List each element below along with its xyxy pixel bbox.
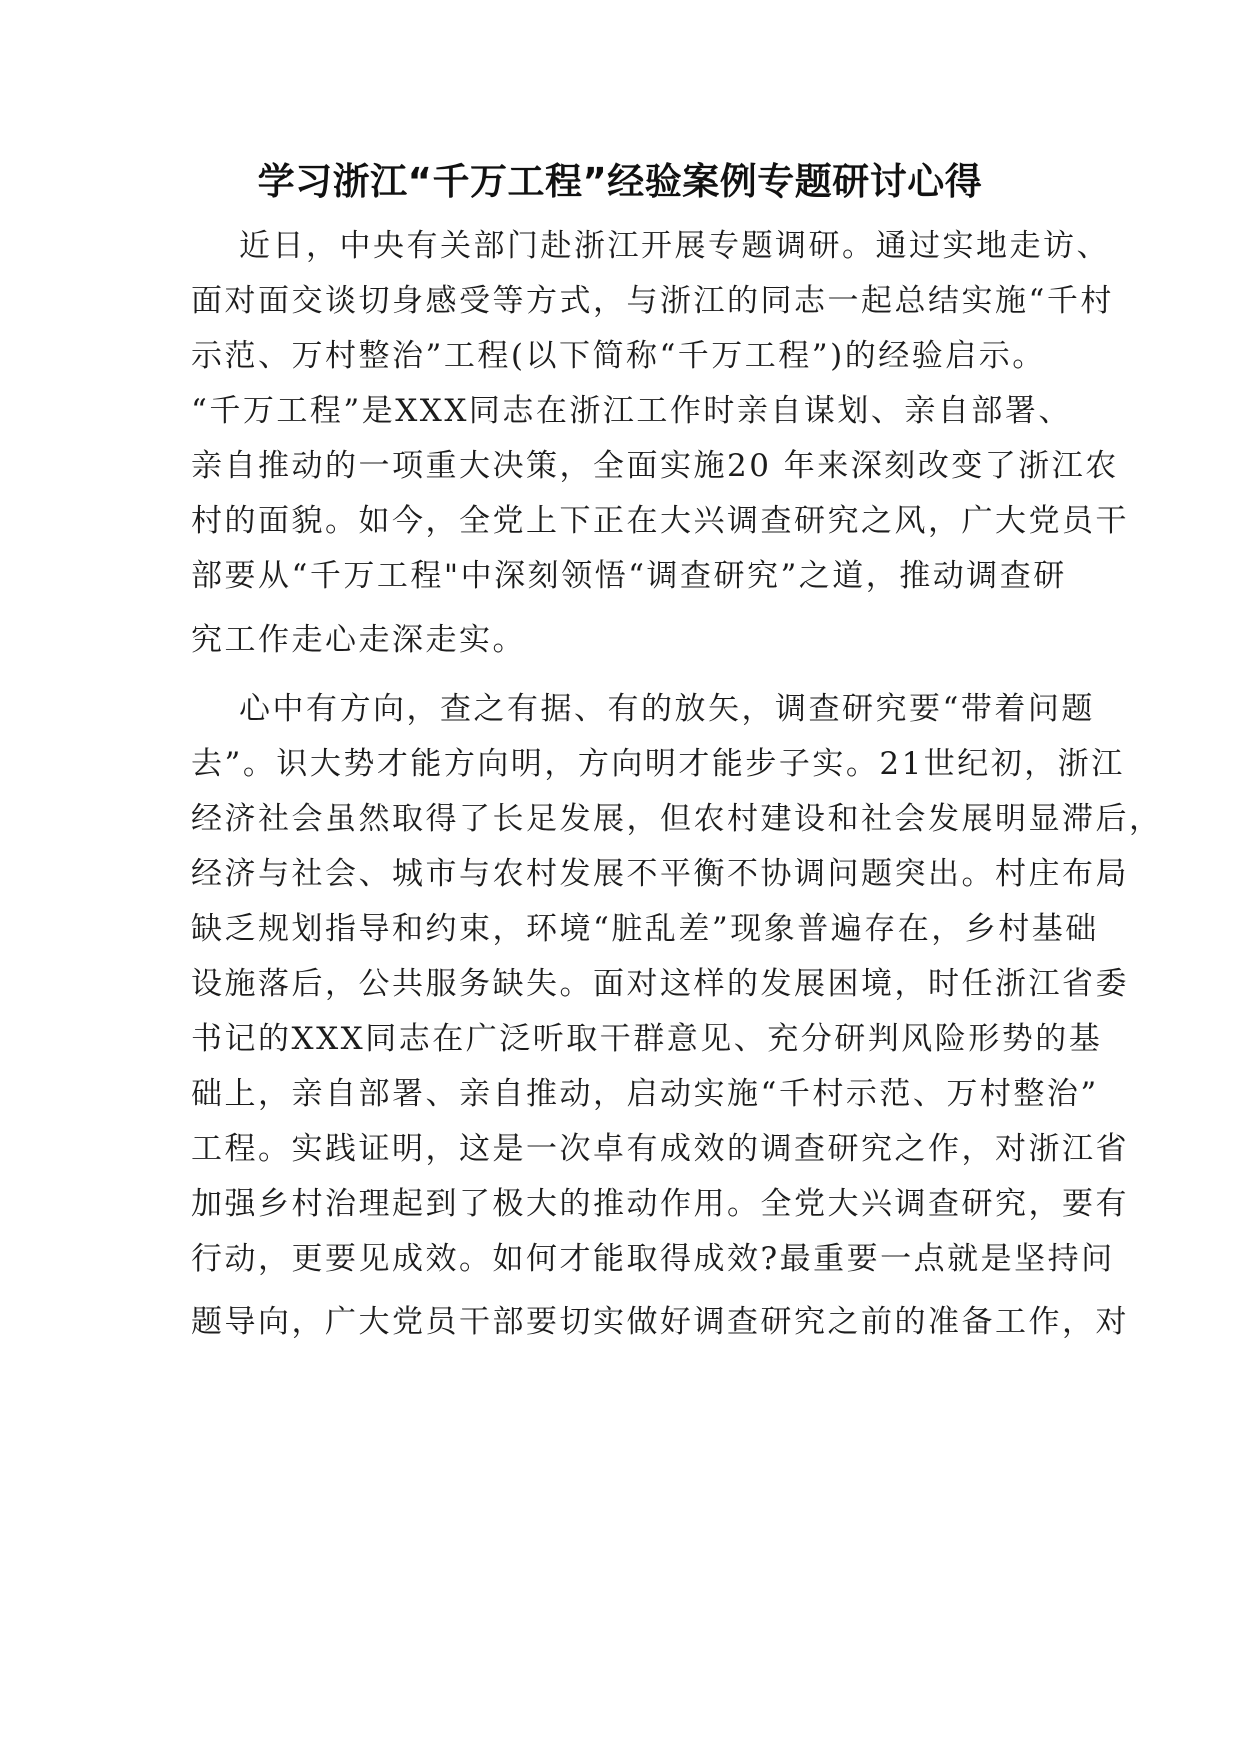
paragraph-line: 加强乡村治理起到了极大的推动作用。全党大兴调查研究，要有: [191, 1186, 1129, 1222]
paragraph-line: 亲自推动的一项重大决策，全面实施20 年来深刻改变了浙江农: [191, 448, 1119, 484]
paragraph-line: 工程。实践证明，这是一次卓有成效的调查研究之作，对浙江省: [191, 1131, 1129, 1167]
paragraph-line: 面对面交谈切身感受等方式，与浙江的同志一起总结实施“千村: [191, 283, 1114, 319]
paragraph-line: 经济社会虽然取得了长足发展，但农村建设和社会发展明显滞后，: [191, 801, 1163, 837]
paragraph-line: 础上，亲自部署、亲自推动，启动实施“千村示范、万村整治”: [191, 1076, 1099, 1112]
document-title: 学习浙江“千万工程”经验案例专题研讨心得: [257, 160, 983, 203]
paragraph-line: 题导向，广大党员干部要切实做好调查研究之前的准备工作，对: [191, 1304, 1129, 1340]
paragraph-line: 去”。识大势才能方向明，方向明才能步子实。21世纪初，浙江: [191, 746, 1125, 782]
paragraph-line: 书记的XXX同志在广泛听取干群意见、充分研判风险形势的基: [191, 1021, 1103, 1057]
paragraph-line: “千万工程”是XXX同志在浙江工作时亲自谋划、亲自部署、: [191, 393, 1072, 429]
paragraph-line: 究工作走心走深走实。: [191, 622, 526, 658]
paragraph-line: 经济与社会、城市与农村发展不平衡不协调问题突出。村庄布局: [191, 856, 1129, 892]
paragraph-line: 心中有方向，查之有据、有的放矢，调查研究要“带着问题: [239, 691, 1095, 727]
paragraph-line: 村的面貌。如今，全党上下正在大兴调查研究之风，广大党员干: [191, 503, 1129, 539]
paragraph-line: 缺乏规划指导和约束，环境“脏乱差”现象普遍存在，乡村基础: [191, 911, 1099, 947]
paragraph-line: 近日，中央有关部门赴浙江开展专题调研。通过实地走访、: [239, 228, 1110, 264]
paragraph-line: 行动，更要见成效。如何才能取得成效?最重要一点就是坚持问: [191, 1241, 1115, 1277]
paragraph-line: 设施落后，公共服务缺失。面对这样的发展困境，时任浙江省委: [191, 966, 1129, 1002]
paragraph-line: 示范、万村整治”工程(以下简称“千万工程”)的经验启示。: [191, 338, 1046, 374]
paragraph-line: 部要从“千万工程"中深刻领悟“调查研究”之道，推动调查研: [191, 558, 1067, 594]
